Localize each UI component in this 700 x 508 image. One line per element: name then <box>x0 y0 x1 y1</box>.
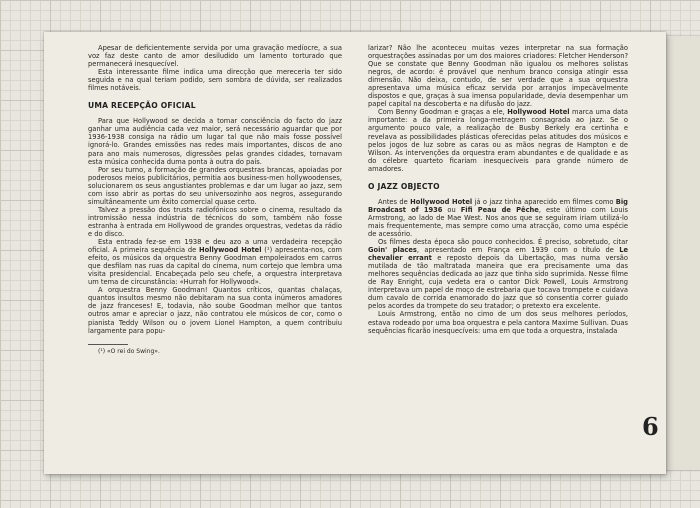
paragraph <box>368 198 628 238</box>
paragraph: larizar? Não lhe aconteceu muitas vezes interpretar na sua formação orquestrações assinadas por um dos maiores criadores: Fletcher Henderson? Que se constate que Benny Goodman não igualou os melhores solistas negros, de acordo: é provável que nenhum branco consiga atingir essa dimensão. Não deixa, contudo, de ser verdade que a sua orquestra apresentava uma música eficaz servida por arranjos impecàvelmente dispostos e que, graças à sua imensa popularidade, devia desempenhar um papel capital na descoberta e na difusão do jazz. <box>368 44 628 109</box>
text: , este último com Louis Armstrong, ao lado de Mae West. Nos anos que se seguiram iriam utilizá-lo mais frequentemente, mas sempre como uma atracção, como uma espécie de acessório. <box>368 205 628 238</box>
footnote: (¹) «O rei do Swing». <box>98 347 160 355</box>
paragraph: Para que Hollywood se decida a tomar consciência do facto do jazz ganhar uma audiência cada vez maior, será necessário aguardar que por 1936-1938 consiga na rádio um lugar tal que não mais fosse possível ignorá-lo. Grandes emissões nas redes mais importantes, discos de ano para ano mais numerosos, digressões pelas grandes cidades, tornavam esta música conhecida duma ponta à outra do país. <box>88 117 342 166</box>
text: e reposto depois da Libertação, mas numa versão mutilada de tão maltratada maneira que era precisamente uma das melhores sequências dedicada ao jazz que tinha sido suprimida. Nesse filme de Ray Enright, cuja vedeta era o cantor Dick Powell, Louis Armstrong interpretava um papel de moço de estrebaria que tocava trompete e cuidava dum cavalo de corrida enamorado do jazz que só consentia correr guiado pelos acordes da trompete do seu tratador; o pretexto era excelente. <box>368 254 628 311</box>
right-column <box>368 44 628 335</box>
paragraph: A orquestra Benny Goodman! Quantos críticos, quantas chalaças, quantos insultos mesmo não debitaram na sua conta inúmeros amadores de jazz franceses! E, todavia, não soube Goodman melhor que tantos outros amar e apreciar o jazz, não contratou ele músicos de cor, como o pianista Teddy Wilson ou o jovem Lionel Hampton, a quem contribuiu largamente para popu- <box>88 286 342 335</box>
paragraph: Louis Armstrong, então no cimo de um dos seus melhores períodos, estava rodeado por uma boa orquestra e pela cantora Maxime Sullivan. Duas sequências ficarão inesquecíveis: uma em que toda a orquestra, instalada <box>368 310 628 335</box>
film-title: Le chevalier errant <box>368 246 628 263</box>
section-heading: UMA RECEPÇÃO OFICIAL <box>88 101 196 111</box>
text: , apresentado em França em 1939 com o título de <box>416 246 620 255</box>
footnote-divider <box>88 344 128 345</box>
page-number: 6 <box>642 412 659 441</box>
paragraph: Talvez a pressão dos trusts radiofónicos sobre o cinema, resultado da intromissão nessa indústria de técnicos do som, também não fosse estranha à entrada em Hollywood de grandes orquestras, vedetas da rádio e do disco. <box>88 205 342 238</box>
film-title: Hollywood Hotel <box>199 246 262 255</box>
text: já o jazz tinha aparecido em filmes como <box>472 197 616 206</box>
film-title: Fifi Peau de Pêche <box>460 205 539 214</box>
text: ou <box>442 205 461 214</box>
text: Os filmes desta época são pouco conhecidos. É preciso, sobretudo, citar <box>378 238 628 247</box>
film-title: Big Broadcast of 1936 <box>368 197 628 214</box>
facing-page-edge <box>660 36 700 470</box>
paragraph: Esta interessante filme indica uma direcção que mereceria ter sido seguida e na qual teriam podido, sem sombra de dúvida, ser realizados filmes notáveis. <box>88 68 342 93</box>
paragraph: Apesar de deficientemente servida por uma gravação medíocre, a sua voz faz deste canto de amor desiludido um lamento torturado que permanecerá inesquecível. <box>88 44 342 69</box>
left-column <box>88 44 342 356</box>
text: Com Benny Goodman e graças a ele, <box>378 108 508 117</box>
paragraph <box>88 238 342 286</box>
film-title: Hollywood Hotel <box>410 197 473 206</box>
paragraph <box>368 108 628 172</box>
text: (¹) apresenta-nos, com efeito, os músicos da orquestra Benny Goodman empoleirados em carros que desfilam nas ruas da capital do cinema, num cortejo que lembra uma visita presidencial. Encabeçada pelo seu chefe, a orquestra interpretava um tema de circunstância: «Hurrah for Hollywood». <box>88 246 343 287</box>
text: Esta entrada fez-se em 1938 e deu azo a uma verdadeira recepção oficial. A primeira sequência de <box>88 238 342 255</box>
text: Antes de <box>378 197 411 206</box>
film-title: Hollywood Hotel <box>507 108 570 117</box>
section-heading: O JAZZ OBJECTO <box>368 181 440 191</box>
booklet-page <box>44 32 666 474</box>
text: marca uma data importante: a da primeira longa-metragem consagrada ao jazz. Se o argumento pouco vale, a realização de Busby Berkely era certinha e revelava as possibilidades plásticas oferecidas pelas atitudes dos músicos e pelos jogos de luz sobre as caras ou as mãos negras de Hampton e de Wilson. As intervenções da orquestra eram abundantes e de qualidade e as do célebre quarteto ficariam inesquecíveis para grande número de amadores. <box>368 108 628 173</box>
film-title: Goin' places <box>368 246 417 255</box>
paragraph: Por seu turno, a formação de grandes orquestras brancas, apoiadas por poderosos meios publicitários, permitia aos business-men hollywoodenses, solucionarem os seus angustiantes problemas e dar um lugar ao jazz, sem com isso abrir as portas do seu universozinho aos negros, assegurando simultâneamente um êxito comercial quase certo. <box>88 165 342 206</box>
paragraph <box>368 238 628 310</box>
